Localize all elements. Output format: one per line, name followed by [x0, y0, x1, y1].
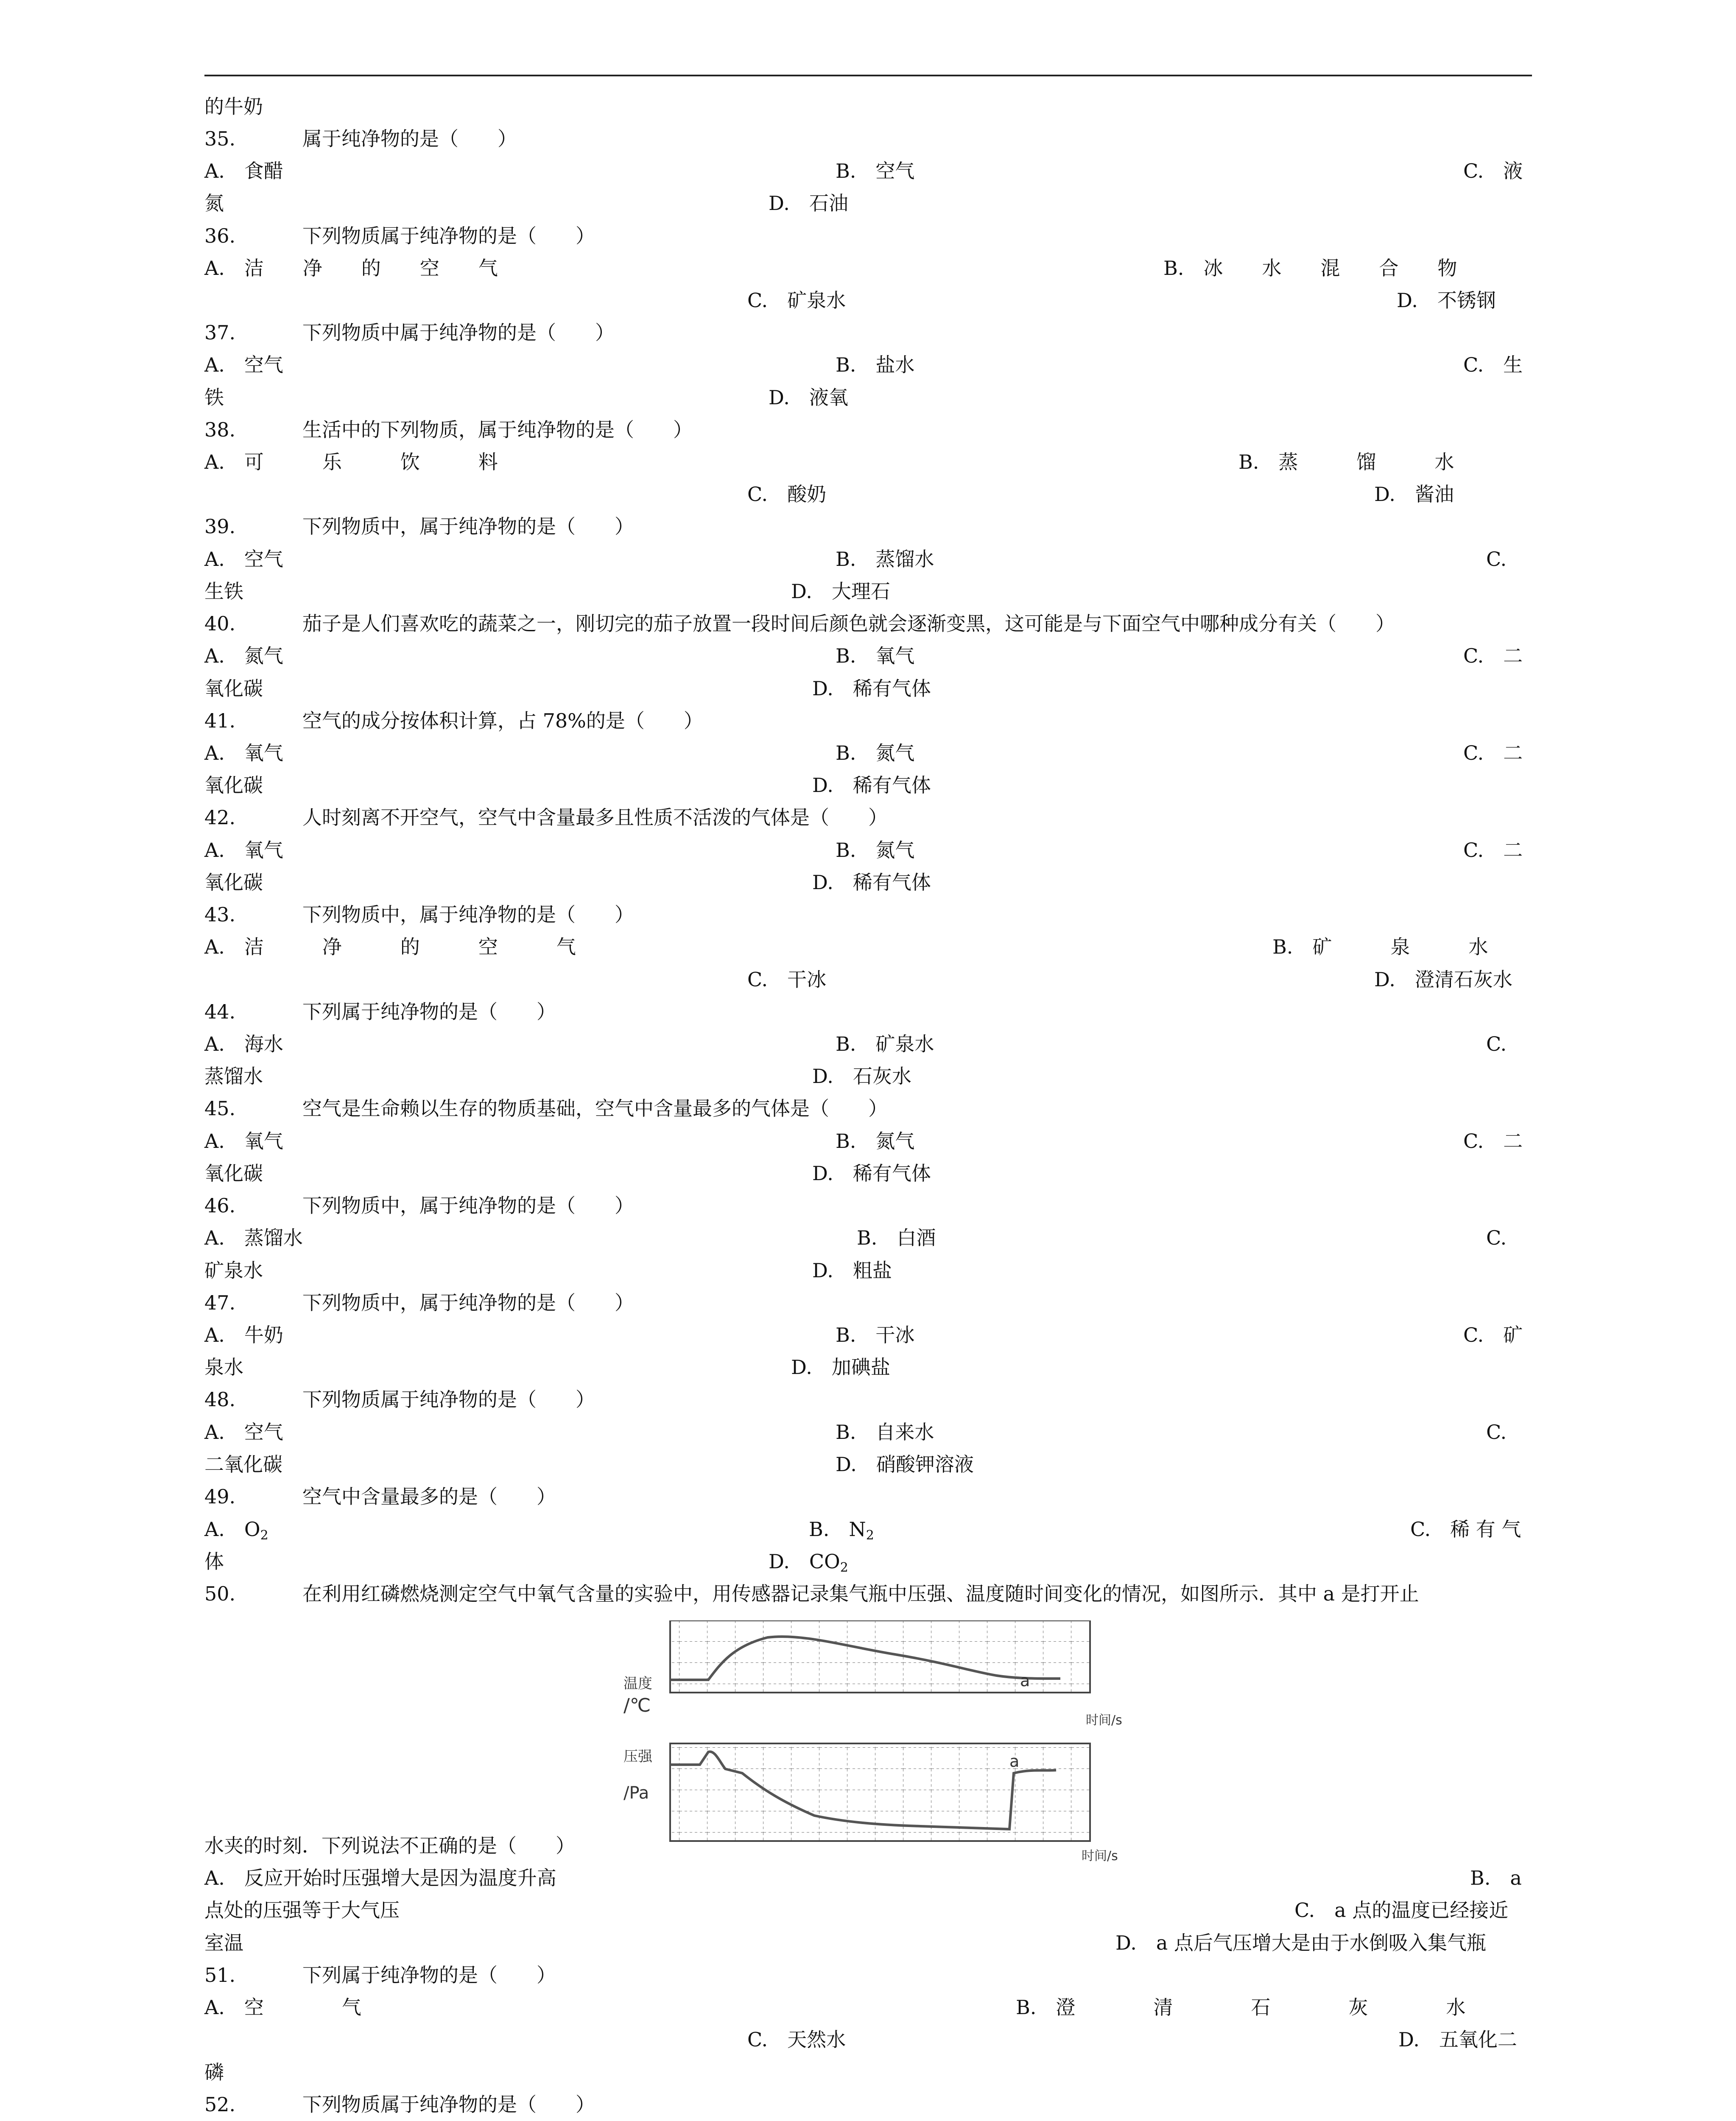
- text-line-q37a: A. 空气: [204, 353, 283, 376]
- pressure-time-label: 时间/s: [1082, 1849, 1118, 1864]
- text-line-q44s: 下列属于纯净物的是（ ）: [302, 1000, 556, 1023]
- temperature-unit: /℃: [623, 1695, 651, 1716]
- text-line-q43a: A. 洁 净 的 空 气: [204, 935, 576, 958]
- text-line-q46s: 下列物质中，属于纯净物的是（ ）: [302, 1194, 634, 1217]
- text-line-q48: 48.: [204, 1388, 236, 1411]
- text-line-q41s: 空气的成分按体积计算，占 78%的是（ ）: [302, 709, 703, 732]
- text-line-q46b: B. 白酒: [857, 1226, 936, 1249]
- text-line-q47s: 下列物质中，属于纯净物的是（ ）: [302, 1291, 634, 1314]
- text-line-q46: 46.: [204, 1194, 236, 1217]
- text-line-q47: 47.: [204, 1291, 236, 1314]
- text-line-q36a: A. 洁 净 的 空 气: [204, 257, 498, 280]
- text-line-q45c2: 氧化碳: [204, 1162, 263, 1185]
- text-line-q50a: A. 反应开始时压强增大是因为温度升高: [204, 1866, 556, 1889]
- text-line-q47c: C. 矿: [1463, 1324, 1523, 1346]
- text-line-q43b: B. 矿 泉 水: [1272, 935, 1488, 958]
- text-line-q47a: A. 牛奶: [204, 1324, 283, 1346]
- text-line-q42s: 人时刻离不开空气，空气中含量最多且性质不活泼的气体是（ ）: [302, 806, 888, 829]
- q49-option-c-cont: 体: [204, 1550, 224, 1573]
- text-line-q38d: D. 酱油: [1374, 483, 1454, 506]
- text-line-q36b: B. 冰 水 混 合 物: [1163, 257, 1457, 280]
- text-line-q37c: C. 生: [1463, 353, 1523, 376]
- q49-option-b: B. $N_2$: [809, 1518, 874, 1543]
- text-line-q37s: 下列物质中属于纯净物的是（ ）: [302, 321, 615, 344]
- text-line-q48c2: 二氧化碳: [204, 1453, 282, 1476]
- text-line-q42: 42.: [204, 806, 236, 829]
- text-line-q51: 51.: [204, 1964, 236, 1987]
- text-line-q35c2: 氮: [204, 192, 224, 215]
- text-line-q50b2: 点处的压强等于大气压: [204, 1899, 400, 1922]
- text-line-q50c: C. a 点的温度已经接近: [1294, 1899, 1509, 1922]
- text-line-q39b: B. 蒸馏水: [836, 548, 934, 571]
- text-line-q44d: D. 石灰水: [812, 1065, 911, 1088]
- text-line-q38: 38.: [204, 418, 236, 441]
- text-line-q41d: D. 稀有气体: [812, 774, 931, 797]
- text-line-q50s: 在利用红磷燃烧测定空气中氧气含量的实验中，用传感器记录集气瓶中压强、温度随时间变化的情况，如图所示．其中 a 是打开止: [302, 1582, 1419, 1605]
- temperature-chart: [623, 1620, 1122, 1728]
- text-line-q42c: C. 二: [1463, 839, 1523, 862]
- pressure-point-a: a: [1009, 1752, 1020, 1771]
- text-line-q49: 49.: [204, 1485, 236, 1508]
- text-line-q40: 40.: [204, 612, 236, 635]
- text-line-q43c: C. 干冰: [747, 968, 827, 991]
- text-line-q37d: D. 液氧: [769, 386, 848, 409]
- text-line-q51d: D. 五氧化二: [1398, 2028, 1517, 2051]
- text-line-q50s2: 水夹的时刻．下列说法不正确的是（ ）: [204, 1834, 575, 1857]
- text-line-q39: 39.: [204, 515, 236, 538]
- text-line-q35a: A. 食醋: [204, 159, 283, 182]
- text-line-q40c: C. 二: [1463, 644, 1523, 667]
- text-line-q39c2: 生铁: [204, 580, 243, 603]
- text-line-q39c: C.: [1486, 548, 1507, 571]
- text-line-q47b: B. 干冰: [836, 1324, 915, 1346]
- header-rule: [204, 75, 1532, 76]
- text-line-q37c2: 铁: [204, 386, 224, 409]
- q49-option-d: D. $CO_2$: [769, 1550, 848, 1575]
- temperature-point-a: a: [1020, 1671, 1030, 1690]
- text-line-q42c2: 氧化碳: [204, 871, 263, 894]
- text-line-q44b: B. 矿泉水: [836, 1033, 934, 1055]
- text-line-q43d: D. 澄清石灰水: [1374, 968, 1512, 991]
- text-line-q50b: B. a: [1470, 1866, 1522, 1889]
- text-line-q52s: 下列物质属于纯净物的是（ ）: [302, 2093, 595, 2116]
- text-line-q42b: B. 氮气: [836, 839, 915, 862]
- text-line-q44: 44.: [204, 1000, 236, 1023]
- text-line-q35b: B. 空气: [836, 159, 915, 182]
- text-line-q43: 43.: [204, 903, 236, 926]
- text-line-q36c: C. 矿泉水: [747, 289, 846, 312]
- text-line-q35c: C. 液: [1463, 159, 1523, 182]
- text-line-q51a: A. 空 气: [204, 1996, 361, 2019]
- text-line-q45s: 空气是生命赖以生存的物质基础，空气中含量最多的气体是（ ）: [302, 1097, 888, 1120]
- text-line-q36: 36.: [204, 224, 236, 247]
- text-line-q51d2: 磷: [204, 2061, 224, 2084]
- text-line-q46d: D. 粗盐: [812, 1259, 892, 1282]
- text-line-q40a: A. 氮气: [204, 644, 283, 667]
- text-line-q40d: D. 稀有气体: [812, 677, 931, 700]
- text-line-q40b: B. 氧气: [836, 644, 915, 667]
- text-line-q35: 35.: [204, 127, 236, 150]
- text-line-q44a: A. 海水: [204, 1033, 283, 1055]
- text-line-q45a: A. 氧气: [204, 1130, 283, 1153]
- text-line-q36d: D. 不锈钢: [1397, 289, 1496, 312]
- temperature-time-label: 时间/s: [1086, 1713, 1122, 1728]
- text-line-q48c: C.: [1486, 1421, 1507, 1444]
- text-line-q37b: B. 盐水: [836, 353, 915, 376]
- text-line-q38c: C. 酸奶: [747, 483, 827, 506]
- q49-option-a: A. $O_2$: [204, 1518, 268, 1543]
- text-line-q41b: B. 氮气: [836, 742, 915, 764]
- text-line-q46c: C.: [1486, 1226, 1507, 1249]
- text-line-q46c2: 矿泉水: [204, 1259, 263, 1282]
- text-line-q41c2: 氧化碳: [204, 774, 263, 797]
- text-line-q35s: 属于纯净物的是（ ）: [302, 127, 517, 150]
- text-line-q48b: B. 自来水: [836, 1421, 934, 1444]
- pressure-label: 压强: [623, 1748, 652, 1765]
- text-line-q42a: A. 氧气: [204, 839, 283, 862]
- text-line-q46a: A. 蒸馏水: [204, 1226, 303, 1249]
- text-line-q37: 37.: [204, 321, 236, 344]
- text-line-q39s: 下列物质中，属于纯净物的是（ ）: [302, 515, 634, 538]
- text-line-q44c2: 蒸馏水: [204, 1065, 263, 1088]
- text-line-q39d: D. 大理石: [791, 580, 890, 603]
- text-line-q36s: 下列物质属于纯净物的是（ ）: [302, 224, 595, 247]
- pressure-chart: [623, 1743, 1118, 1864]
- text-line-q48s: 下列物质属于纯净物的是（ ）: [302, 1388, 595, 1411]
- text-line-q38s: 生活中的下列物质，属于纯净物的是（ ）: [302, 418, 693, 441]
- text-line-l0: 的牛奶: [204, 95, 263, 118]
- text-line-q47d: D. 加碘盐: [791, 1356, 890, 1379]
- text-line-q41: 41.: [204, 709, 236, 732]
- text-line-q51s: 下列属于纯净物的是（ ）: [302, 1964, 556, 1987]
- text-line-q48d: D. 硝酸钾溶液: [836, 1453, 974, 1476]
- text-line-q50d: D. a 点后气压增大是由于水倒吸入集气瓶: [1115, 1931, 1486, 1954]
- text-line-q38a: A. 可 乐 饮 料: [204, 451, 498, 473]
- text-line-q48a: A. 空气: [204, 1421, 283, 1444]
- text-line-q45b: B. 氮气: [836, 1130, 915, 1153]
- text-line-q45d: D. 稀有气体: [812, 1162, 931, 1185]
- pressure-unit: /Pa: [623, 1783, 649, 1803]
- text-line-q49s: 空气中含量最多的是（ ）: [302, 1485, 556, 1508]
- text-line-q45: 45.: [204, 1097, 236, 1120]
- text-line-q41a: A. 氧气: [204, 742, 283, 764]
- text-line-q40s: 茄子是人们喜欢吃的蔬菜之一，刚切完的茄子放置一段时间后颜色就会逐渐变黑，这可能是与下面空气中哪种成分有关（ ）: [302, 612, 1395, 635]
- text-line-q50: 50.: [204, 1582, 236, 1605]
- text-line-q35d: D. 石油: [769, 192, 848, 215]
- text-line-q44c: C.: [1486, 1033, 1507, 1055]
- text-line-q40c2: 氧化碳: [204, 677, 263, 700]
- text-line-q45c: C. 二: [1463, 1130, 1523, 1153]
- text-line-q39a: A. 空气: [204, 548, 283, 571]
- text-line-q38b: B. 蒸 馏 水: [1238, 451, 1454, 473]
- text-line-q43s: 下列物质中，属于纯净物的是（ ）: [302, 903, 634, 926]
- text-line-q50c2: 室温: [204, 1931, 243, 1954]
- q49-option-c: C. 稀 有 气: [1410, 1518, 1521, 1541]
- text-line-q52: 52.: [204, 2093, 236, 2116]
- temperature-label: 温度: [623, 1675, 652, 1692]
- text-line-q42d: D. 稀有气体: [812, 871, 931, 894]
- sensor-figure: [623, 1620, 1158, 1866]
- text-line-q41c: C. 二: [1463, 742, 1523, 764]
- text-line-q51b: B. 澄 清 石 灰 水: [1016, 1996, 1466, 2019]
- text-line-q47c2: 泉水: [204, 1356, 243, 1379]
- text-line-q51c: C. 天然水: [747, 2028, 846, 2051]
